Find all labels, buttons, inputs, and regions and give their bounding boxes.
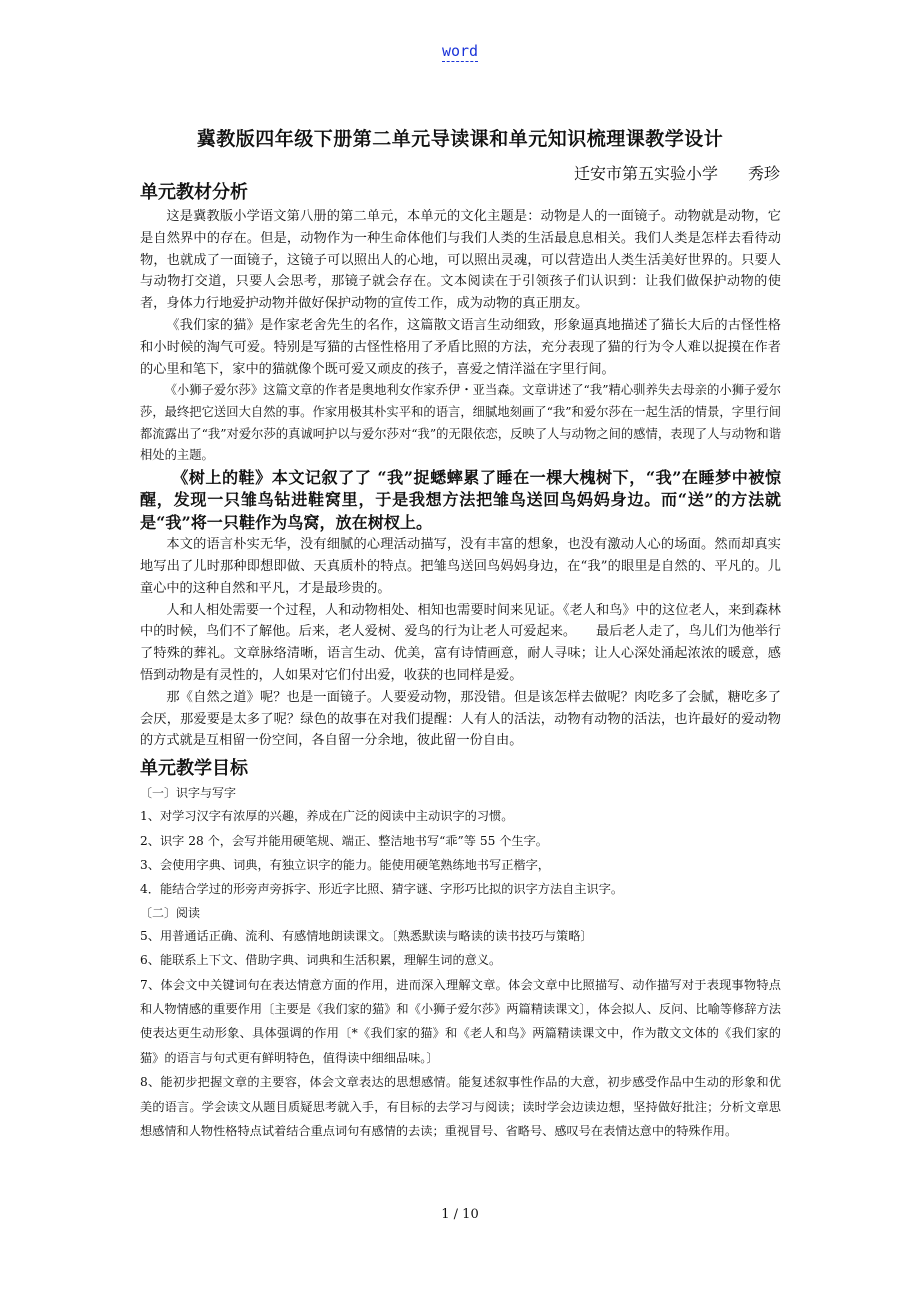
goal-item: 6、能联系上下文、借助字典、词典和生活积累，理解生词的意义。 — [140, 953, 502, 968]
subheading-reading: 〔二〕阅读 — [140, 905, 201, 920]
header-word-link[interactable] — [0, 42, 920, 60]
paragraph-lion-elsa: 《小狮子爱尔莎》这篇文章的作者是奥地利女作家乔伊・亚当森。文章讲述了“我”精心驯养失去母亲的小狮子爱尔莎，最终把它送回大自然的事。作家用极其朴实平和的语言，细腻地刻画了“我”和爱尔莎在一起生活的情景，字里行间都流露出了“我”对爱尔莎的真诚呵护以与爱尔莎对“我”的无限依恋，反映了人与动物之间的感情，表现了人与动物和谐相处的主题。 — [140, 383, 781, 463]
paragraph-old-man-bird: 人和人相处需要一个过程，人和动物相处、相知也需要时间来见证。《老人和鸟》中的这位老人，来到森林中的时候，鸟们不了解他。后来，老人爱树、爱鸟的行为让老人可爱起来。 最后老人走了，鸟儿们为他举行了特殊的葬礼。文章脉络清晰，语言生动、优美，富有诗情画意，耐人寻味；让人心深处涌起浓浓的暖意，感悟到动物是有灵性的，人如果对它们付出爱，收获的也同样是爱。 — [140, 602, 781, 684]
page-number: 1 / 10 — [441, 1207, 479, 1222]
document-body — [140, 180, 781, 1144]
goal-item: 1、对学习汉字有浓厚的兴趣，养成在广泛的阅读中主动识字的习惯。 — [140, 809, 514, 824]
goal-list-reading — [140, 924, 781, 1144]
header-link-text[interactable]: word — [441, 42, 479, 60]
author-school: 迁安市第五实验小学 — [573, 164, 718, 183]
goal-item: 8、能初步把握文章的主要容，体会文章表达的思想感情。能复述叙事性作品的大意，初步感受作品中生动的形象和优美的语言。学会读文从题目质疑思考就入手，有目标的去学习与阅读；读时学会边读边想，坚持做好批注；分析文章思想感情和人物性格特点试着结合重点词句有感情的去读；重视冒号、省略号、感叹号在表情达意中的特殊作用。 — [140, 1075, 781, 1139]
paragraph-our-cat: 《我们家的猫》是作家老舍先生的名作，这篇散文语言生动细致，形象逼真地描述了猫长大后的古怪性格和小时候的淘气可爱。特别是写猫的古怪性格用了矛盾比照的方法，充分表现了猫的行为令人难以捉摸在作者的心里和笔下，家中的猫就像个既可爱又顽皮的孩子，喜爱之情洋溢在字里行间。 — [140, 317, 781, 377]
goal-item: 3、会使用字典、词典，有独立识字的能力。能使用硬笔熟练地书写正楷字， — [140, 858, 550, 873]
paragraph-plain-language: 本文的语言朴实无华，没有细腻的心理活动描写，没有丰富的想象，也没有激动人心的场面。然而却真实地写出了儿时那种即想即做、天真质朴的特点。把雏鸟送回鸟妈妈身边，在“我”的眼里是自然的、平凡的。儿童心中的这种自然和平凡，才是最珍贵的。 — [140, 537, 781, 596]
subheading-literacy: 〔一〕识字与写字 — [140, 786, 237, 801]
goal-item: 4．能结合学过的形旁声旁拆字、形近字比照、猜字谜、字形巧比拟的识字方法自主识字。 — [140, 882, 624, 897]
goal-item: 7、体会文中关键词句在表达情意方面的作用，进而深入理解文章。体会文章中比照描写、动作描写对于表现事物特点和人物情感的重要作用〔主要是《我们家的猫》和《小狮子爱尔莎》两篇精读课文〕，体会拟人、反问、比喻等修辞方法使表达更生动形象、具体强调的作用〔*《我们家的猫》和《老人和鸟》两篇精读课文中，作为散文文体的《我们家的猫》的语言与句式更有鲜明特色，值得读中细细品味。〕 — [140, 977, 781, 1065]
paragraph-nature-way: 那《自然之道》呢？也是一面镜子。人要爱动物，那没错。但是该怎样去做呢？肉吃多了会腻，糖吃多了会厌，那爱要是太多了呢？绿色的故事在对我们提醒：人有人的活法，动物有动物的活法，也许最好的爱动物的方式就是互相留一份空间，各自留一分余地，彼此留一份自由。 — [140, 689, 781, 749]
goal-item: 2、识字 28 个，会写并能用硬笔规、端正、整洁地书写“乖”等 55 个生字。 — [140, 833, 548, 848]
goal-list-literacy — [140, 804, 781, 902]
document-title: 冀教版四年级下册第二单元导读课和单元知识梳理课教学设计 — [196, 128, 724, 150]
paragraph-shoe-in-tree: 《树上的鞋》本文记叙了了 “我”捉蟋蟀累了睡在一棵大槐树下，“我”在睡梦中被惊醒，发现一只雏鸟钻进鞋窝里，于是我想方法把雏鸟送回鸟妈妈身边。而“送”的方法就是“我”将一只鞋作为鸟窝，放在树杈上。 — [140, 467, 781, 532]
section-heading-analysis: 单元教材分析 — [140, 182, 248, 203]
goal-item: 5、用普通话正确、流利、有感情地朗读课文。〔熟悉默读与略读的读书技巧与策略〕 — [140, 928, 593, 943]
author-name: 秀珍 — [747, 164, 780, 183]
section-heading-goals: 单元教学目标 — [140, 758, 248, 780]
paragraph-unit-theme: 这是冀教版小学语文第八册的第二单元，本单元的文化主题是：动物是人的一面镜子。动物就是动物，它是自然界中的存在。但是，动物作为一种生命体他们与我们人类的生活最息息相关。我们人类是怎样去看待动物，也就成了一面镜子，这镜子可以照出人的心地，可以照出灵魂，可以营造出人类生活美好世界的。只要人与动物打交道，只要人会思考，那镜子就会存在。文本阅读在于引领孩子们认识到：让我们做保护动物的使者，身体力行地爱护动物并做好保护动物的宣传工作，成为动物的真正朋友。 — [140, 209, 781, 312]
